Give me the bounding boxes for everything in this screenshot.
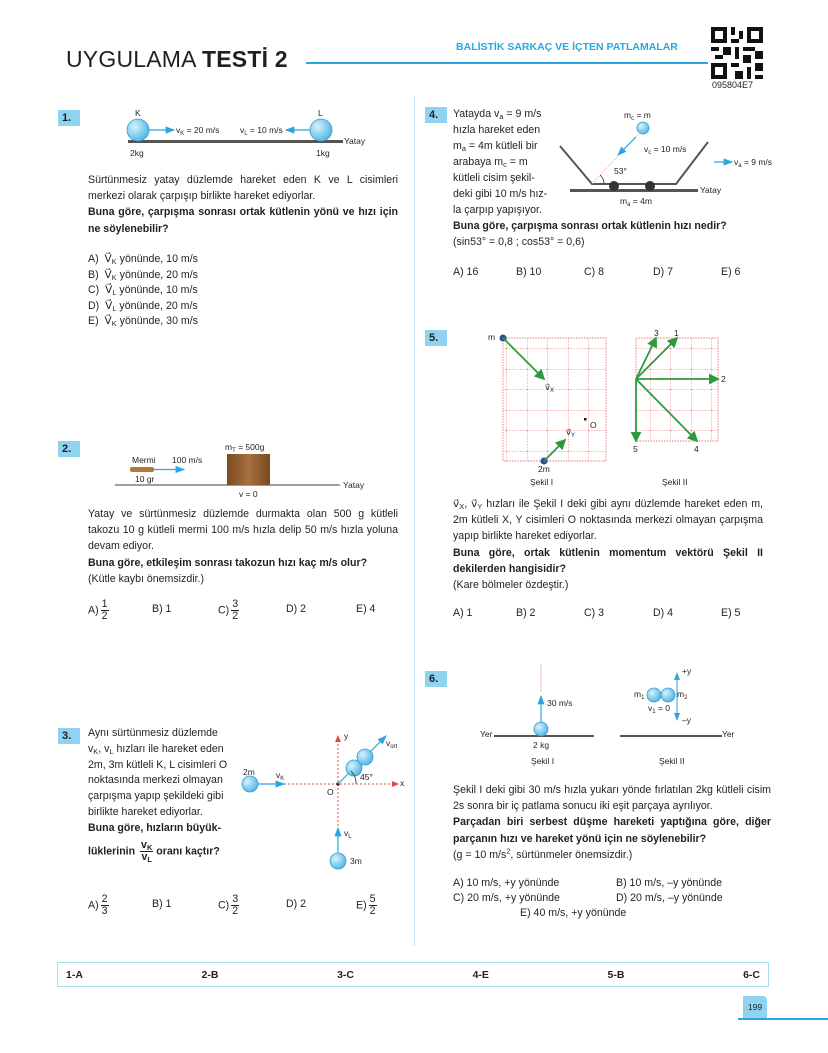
vy-label: $v⃗_Y$ (566, 427, 575, 439)
q6-option-c[interactable]: C) 20 m/s, +y yönünde (453, 892, 560, 904)
K-label: K (135, 108, 141, 118)
q1-option-e[interactable]: E) $V⃗_K$ yönünde, 30 m/s (88, 315, 198, 328)
q5-option-a[interactable]: A) 1 (453, 607, 473, 619)
q1-option-a[interactable]: A) $V⃗_K$ yönünde, 10 m/s (88, 253, 198, 266)
q3-figure (238, 730, 408, 875)
q5-option-c[interactable]: C) 3 (584, 607, 605, 619)
q4-option-c[interactable]: C) 8 (584, 266, 605, 278)
q6-figure (476, 662, 776, 770)
q4-figure (556, 106, 796, 206)
q6-option-a[interactable]: A) 10 m/s, +y yönünde (453, 877, 560, 889)
angle-label: 45° (360, 772, 373, 782)
answer-5: 5-B (607, 968, 625, 981)
vector-3-label: 3 (654, 328, 659, 338)
question-number-1: 1. (58, 110, 80, 126)
q1-options (88, 252, 288, 330)
q4-question-block (453, 218, 783, 250)
question-number-5: 5. (425, 330, 447, 346)
ground-label-2: Yer (722, 729, 735, 739)
mass-2m-label: 2m (538, 464, 550, 474)
L-mass-label: 3m (350, 856, 362, 866)
q2-question: Buna göre, etkileşim sonrası takozun hızı kaç m/s olur? (88, 556, 368, 569)
vector-1-label: 1 (674, 328, 679, 338)
surface-label: Yatay (343, 480, 365, 490)
y-axis-label: y (344, 731, 349, 741)
m2-label: $m_2$ (677, 689, 688, 701)
page-rule (738, 1018, 828, 1020)
surface-label: Yatay (344, 136, 366, 146)
bullet-speed-label: 100 m/s (172, 455, 203, 465)
q1-option-d[interactable]: D) $V⃗_L$ yönünde, 20 m/s (88, 299, 198, 313)
q3-options (88, 892, 398, 918)
bullet-mass-label: 10 gr (135, 474, 155, 484)
vector-5-label: 5 (633, 444, 638, 454)
surface-label: Yatay (700, 185, 722, 195)
fig2-caption: Şekil II (659, 756, 685, 766)
mc-label: $m_c = m$ (624, 110, 651, 122)
mass-label: 2 kg (533, 740, 550, 750)
vL-label: $v_L$ (344, 828, 352, 840)
q6-text: Şekil I deki gibi 30 m/s hızla yukarı yönde fırlatılan 2kg kütleli cisim 2s sonra bir iç patlama sonucu iki eşit parçaya ayrılıyor. Parçadan biri serbest düşme hareketi yaptığına göre, diğer parçanın hızı ve hareket yönü için ne söylenebilir? (g = 10 $m/s^2$, sürtünmeler önemsizdir.) (453, 784, 771, 861)
speed-label: 30 m/s (547, 698, 573, 708)
answer-4: 4-E (472, 968, 489, 981)
q2-option-b[interactable]: B) 1 (152, 603, 172, 615)
q5-option-d[interactable]: D) 4 (653, 607, 674, 619)
L-label: L (318, 108, 323, 118)
vK-label: $v_K = 20$ m/s (176, 125, 220, 137)
v-common-label: $v_{ort}$ (386, 738, 398, 750)
q4-option-e[interactable]: E) 6 (721, 266, 741, 278)
q5-text: $v⃗_X$, $v⃗_Y$ hızları ile Şekil I deki gibi aynı düzlemde hareket eden m, 2m kütleli X, Y cisimleri O noktasında merkezi olmayan çarpışma yapıp birlikte hareket ediyorlar. Buna göre, ortak kütlenin momentum vektörü Şekil II dekilerden hangisidir? (Kare bölmeler özdeştir.) (453, 498, 763, 592)
vector-4-label: 4 (694, 444, 699, 454)
q5-figure (486, 328, 736, 490)
q1-option-c[interactable]: C) $V⃗_L$ yönünde, 10 m/s (88, 284, 198, 297)
page-number: 199 (743, 996, 767, 1018)
question-number-2: 2. (58, 441, 80, 457)
q1-option-b[interactable]: B) $V⃗_K$ yönünde, 20 m/s (88, 268, 198, 282)
question-number-4: 4. (425, 107, 447, 123)
q2-options (88, 596, 398, 622)
title-bold: TESTİ 2 (202, 46, 288, 72)
fig1-caption: Şekil I (531, 756, 555, 766)
q4-option-a[interactable]: A) 16 (453, 266, 479, 278)
q3-option-e[interactable]: E) $\frac{5}{2}$ (356, 893, 376, 917)
q2-option-e[interactable]: E) 4 (356, 603, 376, 615)
column-divider (414, 96, 415, 946)
minus-y-label: –y (682, 715, 691, 725)
vx-label: $v⃗_X$ (545, 382, 554, 394)
q2-option-a[interactable]: A) $\frac{1}{2}$ (88, 598, 108, 622)
qr-code-id: 095804E7 (712, 80, 754, 90)
q4-option-b[interactable]: B) 10 (516, 266, 542, 278)
q2-text: Yatay ve sürtünmesiz düzlemde durmakta olan 500 g kütleli takozu 10 g kütleli mermi 100 m/s hızla delip 50 m/s hızla yoluna devam ediyor. Buna göre, etkileşim sonrası takozun hızı kaç m/s olur? (Kütle kaybı önemsizdir.) (88, 508, 398, 585)
bullet-label: Mermi (132, 455, 156, 465)
q3-option-d[interactable]: D) 2 (286, 898, 307, 910)
answer-3: 3-C (337, 968, 354, 981)
angle-label: 53° (614, 166, 627, 176)
q4-question: Buna göre, çarpışma sonrası ortak kütlenin hızı nedir? (453, 220, 727, 232)
va-label: $v_a = 9$ m/s (734, 157, 773, 169)
mK-label: 2kg (130, 148, 144, 158)
v1-label: $v_1 = 0$ (648, 703, 670, 715)
q3-option-c[interactable]: C) $\frac{3}{2}$ (218, 893, 239, 917)
mass-m-label: m (488, 332, 496, 342)
q5-option-b[interactable]: B) 2 (516, 607, 536, 619)
q6-option-d[interactable]: D) 20 m/s, –y yönünde (616, 892, 723, 904)
q1-figure (118, 104, 378, 164)
question-number-6: 6. (425, 671, 447, 687)
q3-option-a[interactable]: A) $\frac{2}{3}$ (88, 893, 108, 917)
mL-label: 1kg (316, 148, 330, 158)
vector-2-label: 2 (721, 374, 726, 384)
q6-note: (g = 10 $m/s^2$, sürtünmeler önemsizdir.) (453, 846, 633, 861)
answer-6: 6-C (743, 968, 760, 981)
qr-code-icon[interactable] (711, 27, 763, 79)
q4-note: (sin53° = 0,8 ; cos53° = 0,6) (453, 236, 585, 249)
q5-option-e[interactable]: E) 5 (721, 607, 741, 619)
q6-options (453, 877, 783, 925)
vc-label: $v_c = 10$ m/s (644, 144, 687, 156)
q5-note: (Kare bölmeler özdeştir.) (453, 579, 569, 592)
answer-key (57, 962, 769, 987)
q2-option-d[interactable]: D) 2 (286, 603, 307, 615)
plus-y-label: +y (682, 666, 692, 676)
q4-options (453, 266, 783, 282)
K-mass-label: 2m (243, 767, 255, 777)
x-axis-label: x (400, 778, 405, 788)
q3-option-b[interactable]: B) 1 (152, 898, 172, 910)
q5-options (453, 607, 783, 623)
q5-question: Buna göre, ortak kütlenin momentum vektörü Şekil II dekilerden hangisidir? (453, 546, 763, 575)
q2-option-c[interactable]: C) $\frac{3}{2}$ (218, 598, 239, 622)
q6-option-e[interactable]: E) 40 m/s, +y yönünde (520, 907, 627, 919)
vK-label: $v_K$ (276, 770, 285, 782)
q6-option-b[interactable]: B) 10 m/s, –y yönünde (616, 877, 723, 889)
title-light: UYGULAMA (66, 46, 196, 72)
q3-text: Aynı sürtünmesiz düzlemde $v_K$, $v_L$ hızları ile hareket eden 2m, 3m kütleli K, L cisimleri O noktasında merkezi olmayan çarpışma yapıp şekildeki gibi birlikte hareket ediyorlar. Buna göre, hızların büyük- lüklerinin $\frac{v_K}{v_L}$ oranı kaçtır? (88, 727, 228, 864)
q2-figure (110, 438, 380, 500)
fig1-caption: Şekil I (530, 477, 554, 487)
O-label: O (590, 420, 597, 430)
q1-text: Sürtünmesiz yatay düzlemde hareket eden K ve L cisimleri merkezi olarak çarpışıp birlikte hareket ediyorlar. Buna göre, çarpışma sonrası ortak kütlenin yönü ve hızı için ne söylenebilir? (88, 174, 398, 235)
origin-label: O (327, 787, 334, 797)
question-number-3: 3. (58, 728, 80, 744)
ground-label-1: Yer (480, 729, 493, 739)
answer-2: 2-B (201, 968, 219, 981)
block-velocity-label: v = 0 (239, 489, 258, 499)
q1-question: Buna göre, çarpışma sonrası ortak kütlenin yönü ve hızı için ne söylenebilir? (88, 206, 398, 235)
m1-label: $m_1$ (634, 689, 645, 701)
title-rule (306, 62, 708, 64)
q4-text: Yatayda $v_a = 9$ m/s hızla hareket eden $m_a = 4m$ kütleli bir arabaya $m_c = m$ kütleli cisim şekil- deki gibi 10 m/s hız- la çarpıp yapışıyor. (453, 108, 548, 216)
block-mass-label: $m_T = 500g$ (225, 442, 265, 454)
fig2-caption: Şekil II (662, 477, 688, 487)
page-title (66, 46, 288, 73)
topic-heading: BALİSTİK SARKAÇ VE İÇTEN PATLAMALAR (456, 41, 678, 53)
answer-1: 1-A (66, 968, 83, 981)
ma-label: $m_a = 4m$ (620, 196, 652, 208)
vL-label: $v_L = 10$ m/s (240, 125, 283, 137)
q4-option-d[interactable]: D) 7 (653, 266, 674, 278)
q6-question: Parçadan biri serbest düşme hareketi yaptığına göre, diğer parçanın hızı ve hareket yönü için ne söylenebilir? (453, 816, 771, 845)
q2-note: (Kütle kaybı önemsizdir.) (88, 572, 204, 585)
